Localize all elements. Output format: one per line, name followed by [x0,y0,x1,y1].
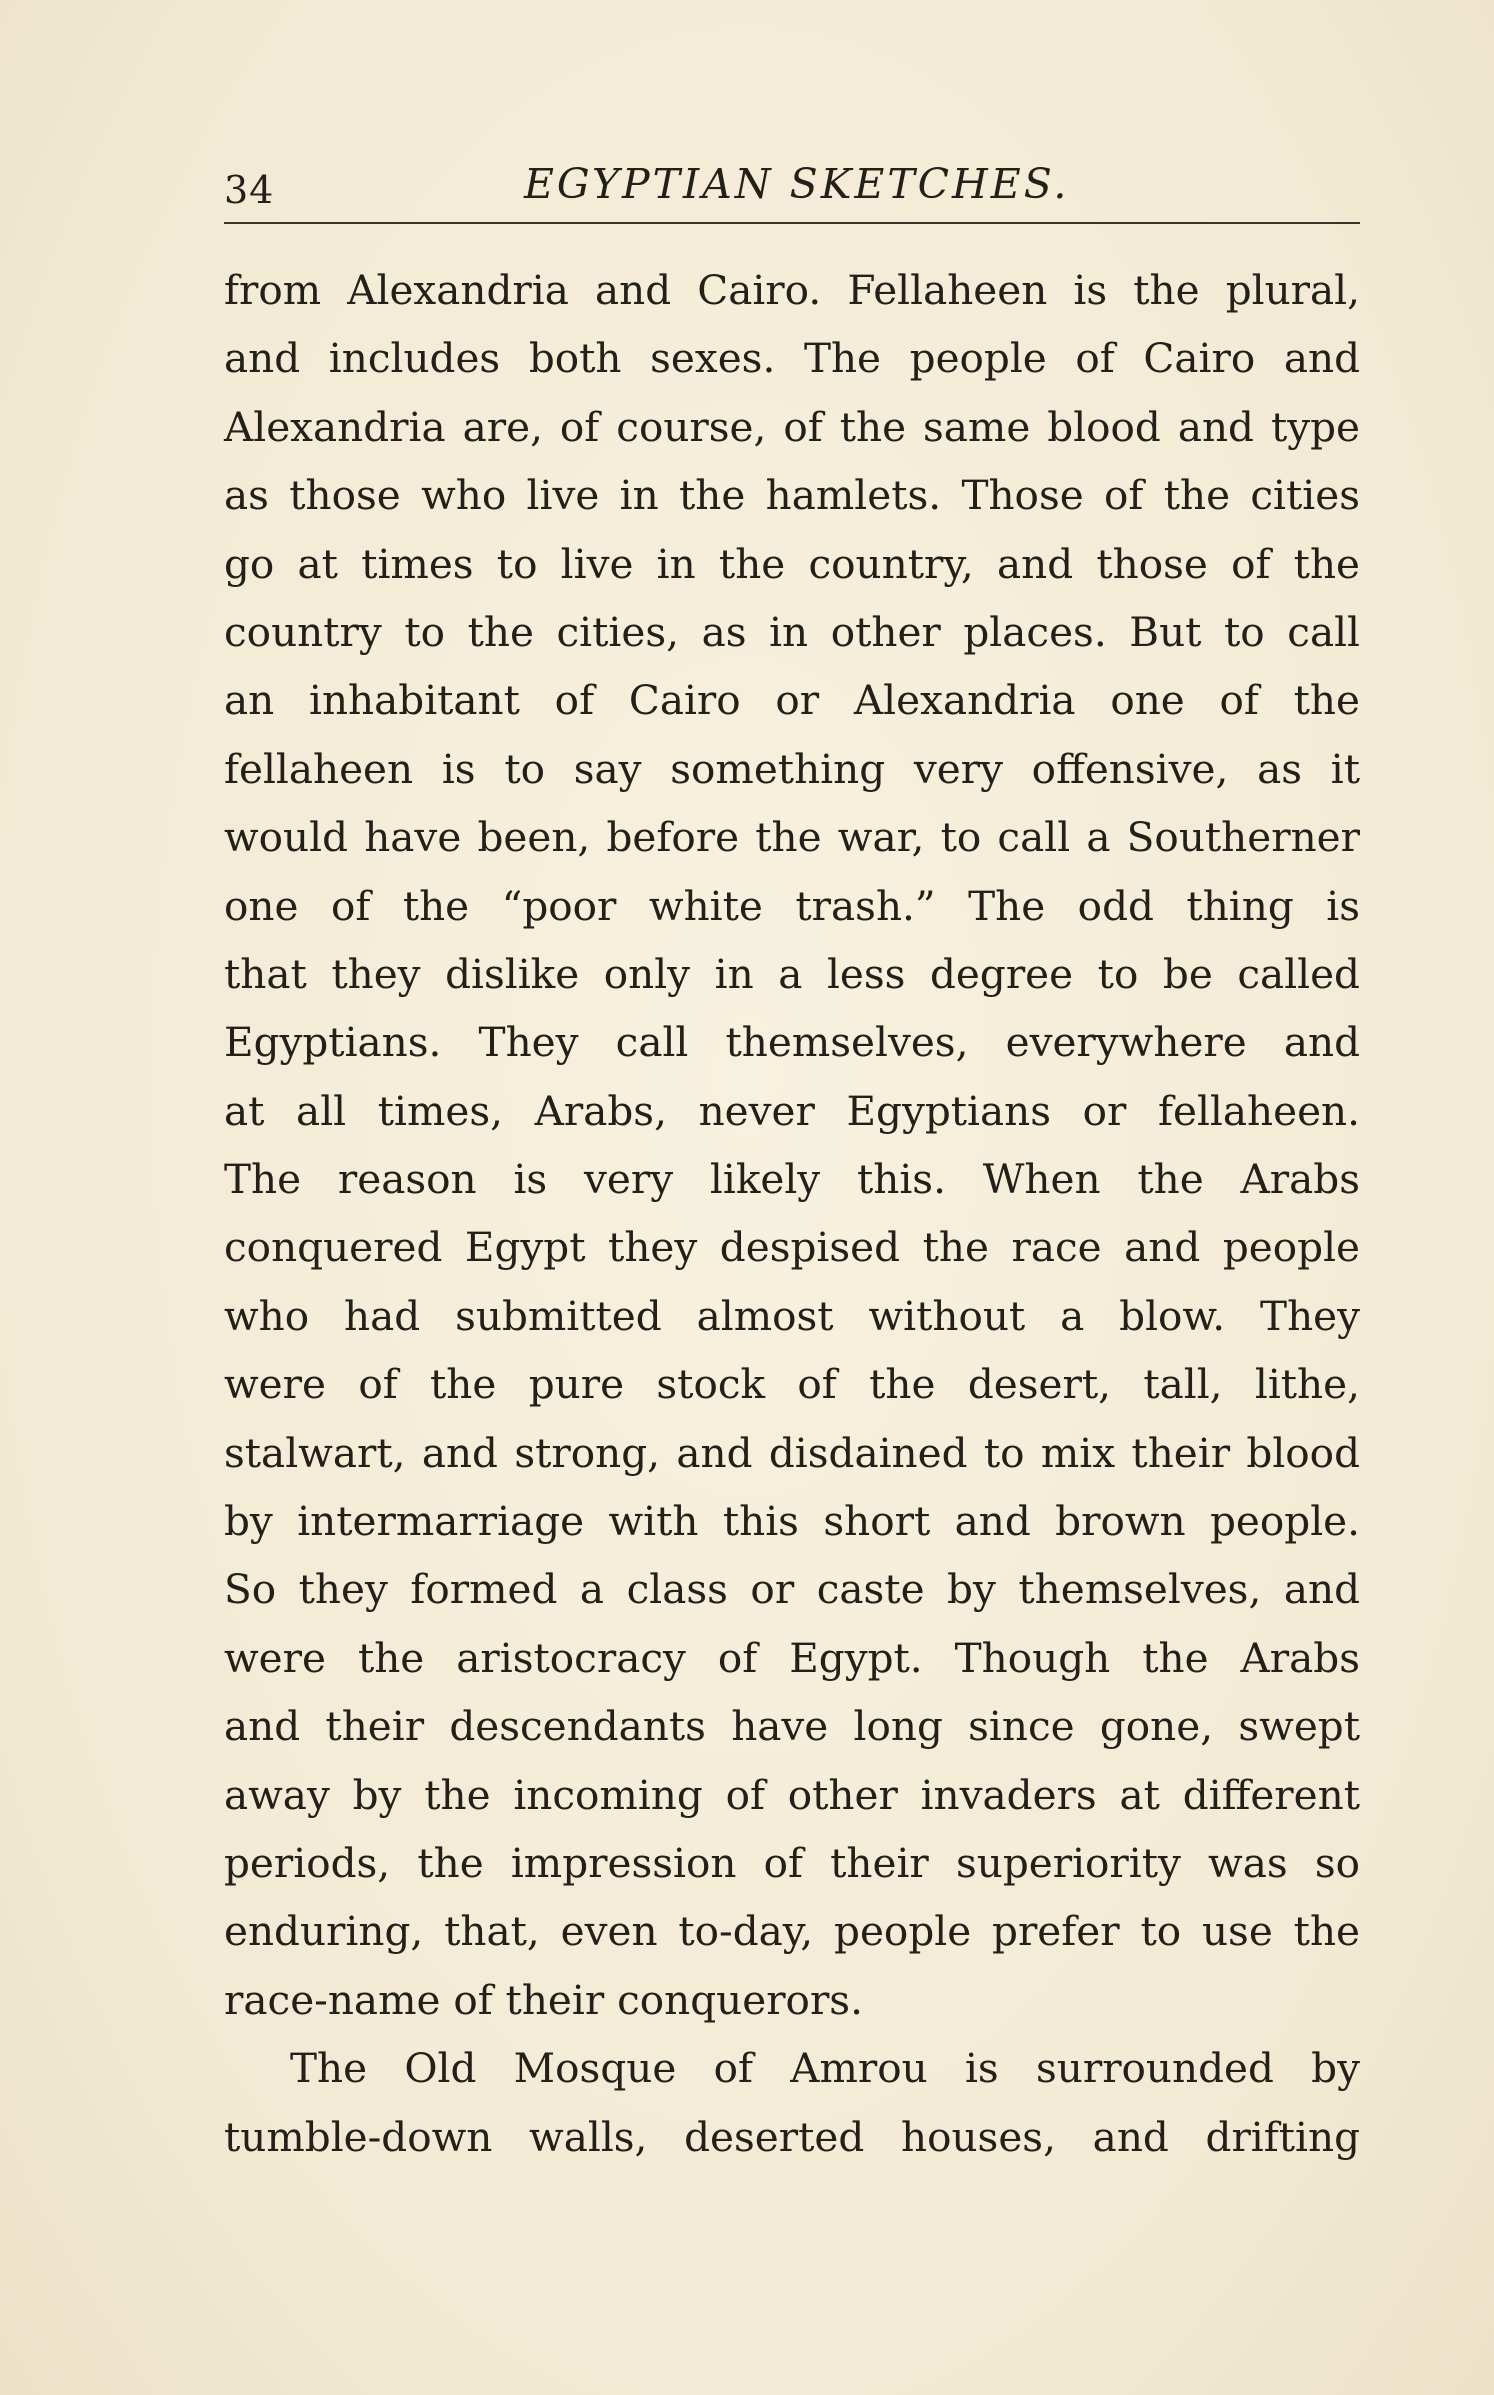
paragraph-start-line: The Old Mosque of Amrou is surrounded by [290,2044,1360,2093]
text-line: that they dislike only in a less degree to be called [224,949,1360,998]
text-line: tumble-down walls, deserted houses, and drifting [224,2112,1360,2161]
text-line: an inhabitant of Cairo or Alexandria one of the [224,676,1360,725]
text-line: country to the cities, as in other places. But to call [224,607,1360,656]
text-line: away by the incoming of other invaders at different [224,1770,1360,1819]
body-text [224,256,1360,2171]
text-line: stalwart, and strong, and disdained to mix their blood [224,1428,1360,1477]
text-line: conquered Egypt they despised the race and people [224,1223,1360,1272]
text-line: enduring, that, even to-day, people prefer to use the [224,1907,1360,1956]
text-line: at all times, Arabs, never Egyptians or fellaheen. [224,1086,1360,1135]
text-line: were the aristocracy of Egypt. Though the Arabs [224,1633,1360,1682]
running-head [224,160,1360,220]
text-line: periods, the impression of their superiority was so [224,1838,1360,1887]
text-line: from Alexandria and Cairo. Fellaheen is the plural, [224,266,1360,314]
text-line: So they formed a class or caste by themselves, and [224,1565,1360,1614]
paragraph-end-line: race-name of their conquerors. [224,1975,863,2024]
header-rule [224,222,1360,224]
text-line: Alexandria are, of course, of the same blood and type [224,402,1360,451]
text-line: go at times to live in the country, and those of the [224,539,1360,588]
text-line: and includes both sexes. The people of Cairo and [224,334,1360,383]
running-title: EGYPTIAN SKETCHES. [524,160,1070,208]
page-number: 34 [224,168,275,212]
text-line: by intermarriage with this short and brown people. [224,1497,1360,1546]
text-line: as those who live in the hamlets. Those of the cities [224,471,1360,520]
text-line: who had submitted almost without a blow. They [224,1291,1360,1340]
text-line: would have been, before the war, to call a Southerner [224,813,1360,862]
text-line: The reason is very likely this. When the Arabs [224,1155,1360,1204]
text-line: were of the pure stock of the desert, tall, lithe, [224,1360,1360,1409]
text-line: one of the “poor white trash.” The odd thing is [224,881,1360,930]
text-line: Egyptians. They call themselves, everywhere and [224,1018,1360,1067]
text-line: fellaheen is to say something very offensive, as it [224,744,1360,793]
text-line: and their descendants have long since gone, swept [224,1702,1360,1751]
